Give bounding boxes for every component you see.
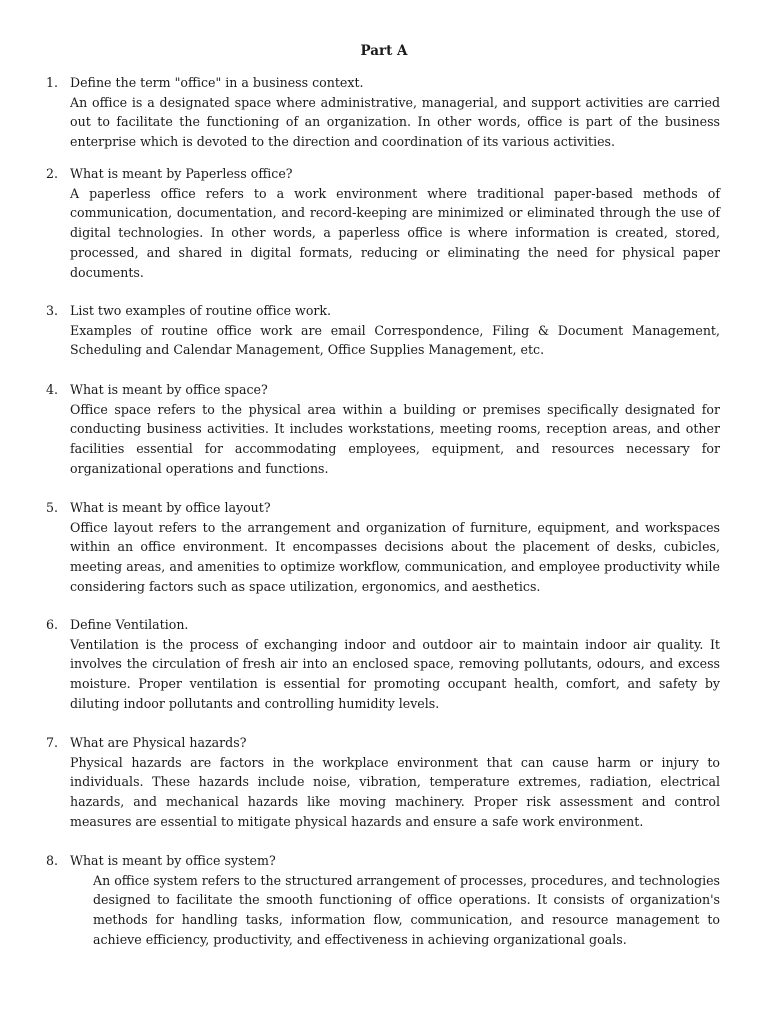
answer-text: Physical hazards are factors in the workplace environment that can cause harm or injury to individuals. These hazards include noise, vibration, temperature extremes, radiation, electrical hazards, and mechanical hazards like moving machinery. Proper risk assessment and control measures are essential to mitigate physical hazards and ensure a safe work environment. xyxy=(70,754,720,829)
question-text: List two examples of routine office work. xyxy=(70,303,332,318)
answer-text: Ventilation is the process of exchanging indoor and outdoor air to maintain indoor air quality. It involves the circulation of fresh air into an enclosed space, removing pollutants, odours, and excess moisture. Proper ventilation is essential for promoting occupant health, comfort, and safety by diluting indoor pollutants and controlling humidity levels. xyxy=(70,636,720,711)
page-title: Part A xyxy=(360,43,408,59)
answer-text: An office is a designated space where administrative, managerial, and support activities are carried out to facilitate the functioning of an organization. In other words, office is part of the business enterprise which is devoted to the direction and coordination of its various activities. xyxy=(70,94,720,150)
question-text: What is meant by Paperless office? xyxy=(70,166,293,181)
item-number: 7. xyxy=(46,735,59,750)
answer-text: Office layout refers to the arrangement and organization of furniture, equipment, and workspaces within an office environment. It encompasses decisions about the placement of desks, cubicles, meeting areas, and amenities to optimize workflow, communication, and employee productivity while considering factors such as space utilization, ergonomics, and aesthetics. xyxy=(70,519,720,594)
question-text: What are Physical hazards? xyxy=(70,735,247,750)
item-number: 8. xyxy=(46,853,59,868)
item-number: 1. xyxy=(46,75,59,90)
item-number: 3. xyxy=(46,303,59,318)
answer-text: Examples of routine office work are email Correspondence, Filing & Document Management, Scheduling and Calendar Management, Office Supplies Management, etc. xyxy=(70,322,720,358)
question-text: Define the term "office" in a business context. xyxy=(70,75,364,90)
question-text: What is meant by office space? xyxy=(70,382,268,397)
answer-text: A paperless office refers to a work environment where traditional paper-based methods of communication, documentation, and record-keeping are minimized or eliminated through the use of digital technologies. In other words, a paperless office is where information is created, stored, processed, and shared in digital formats, reducing or eliminating the need for physical paper documents. xyxy=(70,185,720,280)
answer-text: Office space refers to the physical area within a building or premises specifically designated for conducting business activities. It includes workstations, meeting rooms, reception areas, and other facilities essential for accommodating employees, equipment, and resources necessary for organizational operations and functions. xyxy=(70,401,720,476)
question-text: Define Ventilation. xyxy=(70,617,189,632)
item-number: 4. xyxy=(46,382,59,397)
item-number: 2. xyxy=(46,166,59,181)
question-text: What is meant by office system? xyxy=(70,853,276,868)
answer-text: An office system refers to the structured arrangement of processes, procedures, and technologies designed to facilitate the smooth functioning of office operations. It consists of organization's methods for handling tasks, information flow, communication, and resource management to achieve efficiency, productivity, and effectiveness in achieving organizational goals. xyxy=(93,872,721,947)
item-number: 6. xyxy=(46,617,59,632)
question-text: What is meant by office layout? xyxy=(70,500,271,515)
item-number: 5. xyxy=(46,500,59,515)
